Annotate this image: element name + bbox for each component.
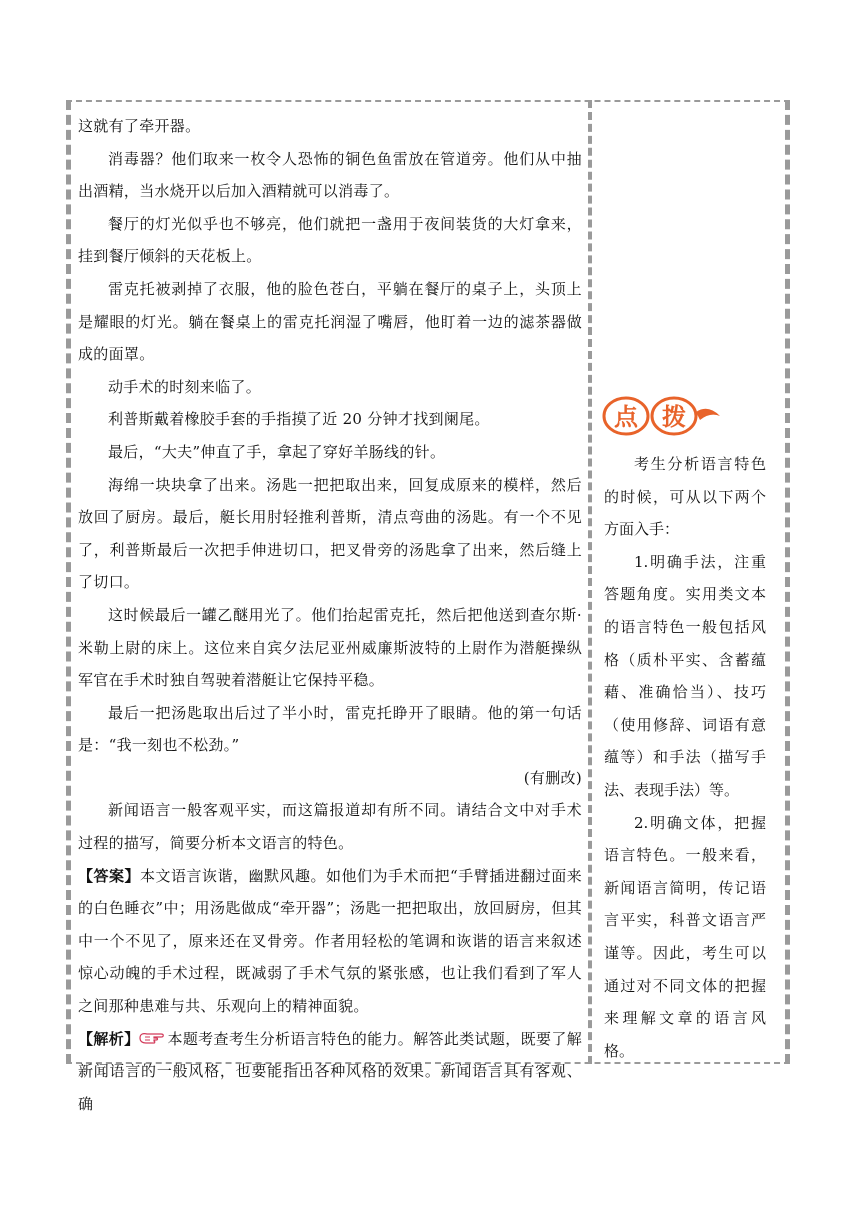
article-paragraph: 最后一把汤匙取出后过了半小时，雷克托睁开了眼睛。他的第一句话是：“我一刻也不松劲。”	[78, 703, 582, 755]
question-text: 新闻语言一般客观平实，而这篇报道却有所不同。请结合文中对手术过程的描写，简要分析本文语言的特色。	[78, 801, 582, 853]
source-note: (有删改)	[523, 768, 582, 787]
tip-paragraph: 1.明确手法，注重答题角度。实用类文本的语言特色一般包括风格（质朴平实、含蓄蕴藉、准确恰当）、技巧（使用修辞、词语有意蕴等）和手法（描写手法、表现手法）等。	[604, 552, 766, 799]
article-paragraph: 海绵一块块拿了出来。汤匙一把把取出来，回复成原来的模样，然后放回了厨房。最后，艇长用肘轻推利普斯，清点弯曲的汤匙。有一个不见了，利普斯最后一次把手伸进切口，把叉骨旁的汤匙拿了出来，然后缝上了切口。	[78, 475, 582, 592]
tip-column	[604, 448, 766, 1067]
analysis-text: 本题考查考生分析语言特色的能力。解答此类试题，既要了解新闻语言的一般风格，也要能指出各种风格的效果。新闻语言具有客观、确	[78, 1029, 582, 1113]
article-paragraph: 这时候最后一罐乙醚用光了。他们抬起雷克托，然后把他送到查尔斯·米勒上尉的床上。这位来自宾夕法尼亚州威廉斯波特的上尉作为潜艇操纵军官在手术时独自驾驶着潜艇让它保持平稳。	[78, 605, 582, 690]
article-paragraph: 餐厅的灯光似乎也不够亮，他们就把一盏用于夜间装货的大灯拿来，挂到餐厅倾斜的天花板上。	[78, 214, 582, 266]
badge-char-1: 点	[614, 403, 638, 431]
article-paragraph: 利普斯戴着橡胶手套的手指摸了近 20 分钟才找到阑尾。	[108, 410, 490, 429]
article-paragraph: 雷克托被剥掉了衣服，他的脸色苍白，平躺在餐厅的桌子上，头顶上是耀眼的灯光。躺在餐桌上的雷克托润湿了嘴唇，他盯着一边的滤茶器做成的面罩。	[78, 279, 582, 364]
badge-char-2: 拨	[662, 403, 686, 431]
main-column	[78, 110, 582, 1120]
answer-label: 【答案】	[78, 866, 141, 885]
article-paragraph: 动手术的时刻来临了。	[108, 377, 262, 396]
answer-text: 本文语言诙谐，幽默风趣。如他们为手术而把“手臂插进翻过面来的白色睡衣”中；用汤匙做成“牵开器”；汤匙一把把取出，放回厨房，但其中一个不见了，原来还在叉骨旁。作者用轻松的笔调和诙谐的语言来叙述惊心动魄的手术过程，既减弱了手术气氛的紧张感，也让我们看到了军人之间那种患难与共、乐观向上的精神面貌。	[78, 866, 583, 1016]
article-paragraph: 这就有了牵开器。	[78, 117, 201, 135]
tip-badge	[600, 394, 728, 438]
article-paragraph: 消毒器？他们取来一枚令人恐怖的铜色鱼雷放在管道旁。他们从中抽出酒精，当水烧开以后加入酒精就可以消毒了。	[78, 149, 582, 201]
analysis-label: 【解析】	[78, 1029, 140, 1048]
article-paragraph: 最后，“大夫”伸直了手，拿起了穿好羊肠线的针。	[108, 442, 446, 461]
pointing-hand-icon	[139, 1024, 165, 1038]
analysis-block	[78, 1023, 582, 1121]
answer-block	[78, 860, 582, 1023]
tip-paragraph: 2.明确文体，把握语言特色。一般来看，新闻语言简明，传记语言平实，科普文语言严谨等。因此，考生可以通过对不同文体的把握来理解文章的语言风格。	[604, 813, 766, 1060]
tip-paragraph: 考生分析语言特色的时候，可从以下两个方面入手：	[604, 455, 766, 539]
column-divider	[588, 100, 592, 1064]
